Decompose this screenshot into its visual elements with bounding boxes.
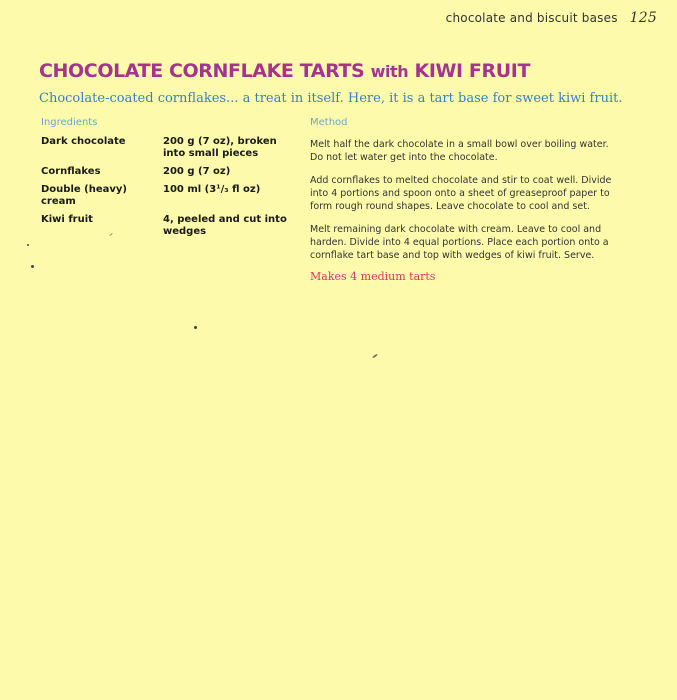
ingredient-row xyxy=(41,214,296,238)
ingredient-row xyxy=(41,136,296,160)
ingredient-row xyxy=(41,166,296,178)
recipe-title xyxy=(39,60,530,82)
scan-speck xyxy=(372,353,378,358)
scan-speck xyxy=(31,265,34,268)
ingredient-name: Double (heavy) cream xyxy=(41,184,127,207)
ingredient-name: Kiwi fruit xyxy=(41,214,93,225)
recipe-yield: Makes 4 medium tarts xyxy=(310,270,436,283)
ingredient-quantity: 200 g (7 oz), broken into small pieces xyxy=(163,136,277,159)
ingredients-list xyxy=(41,136,296,244)
method-step: Add cornflakes to melted chocolate and stir to coat well. Divide into 4 portions and spoon onto a sheet of greaseproof paper to form rough round shapes. Leave chocolate to cool and set. xyxy=(310,175,612,212)
ingredients-heading: Ingredients xyxy=(41,117,98,128)
ingredient-quantity: 100 ml (3¹/₃ fl oz) xyxy=(163,184,261,195)
method-steps xyxy=(310,138,616,272)
page-number: 125 xyxy=(629,10,657,26)
method-step: Melt half the dark chocolate in a small bowl over boiling water. Do not let water get into the chocolate. xyxy=(310,139,609,163)
ingredient-quantity: 200 g (7 oz) xyxy=(163,166,231,177)
method-heading: Method xyxy=(310,117,348,128)
ingredient-name: Dark chocolate xyxy=(41,136,126,147)
scan-speck xyxy=(27,244,29,246)
recipe-title-fruit: KIWI FRUIT xyxy=(414,60,531,82)
ingredient-quantity: 4, peeled and cut into wedges xyxy=(163,214,287,237)
running-head xyxy=(446,10,657,26)
ingredient-row xyxy=(41,184,296,208)
method-step: Melt remaining dark chocolate with cream. Leave to cool and harden. Divide into 4 equal portions. Place each portion onto a cornflake tart base and top with wedges of kiwi fruit. Serve. xyxy=(310,224,609,261)
scan-speck xyxy=(194,326,197,329)
ingredient-name: Cornflakes xyxy=(41,166,101,177)
recipe-title-main: CHOCOLATE CORNFLAKE TARTS xyxy=(39,60,365,82)
section-title: chocolate and biscuit bases xyxy=(445,11,618,25)
recipe-intro: Chocolate-coated cornflakes... a treat in itself. Here, it is a tart base for sweet kiwi fruit. xyxy=(39,91,623,106)
recipe-title-with: with xyxy=(370,62,409,81)
